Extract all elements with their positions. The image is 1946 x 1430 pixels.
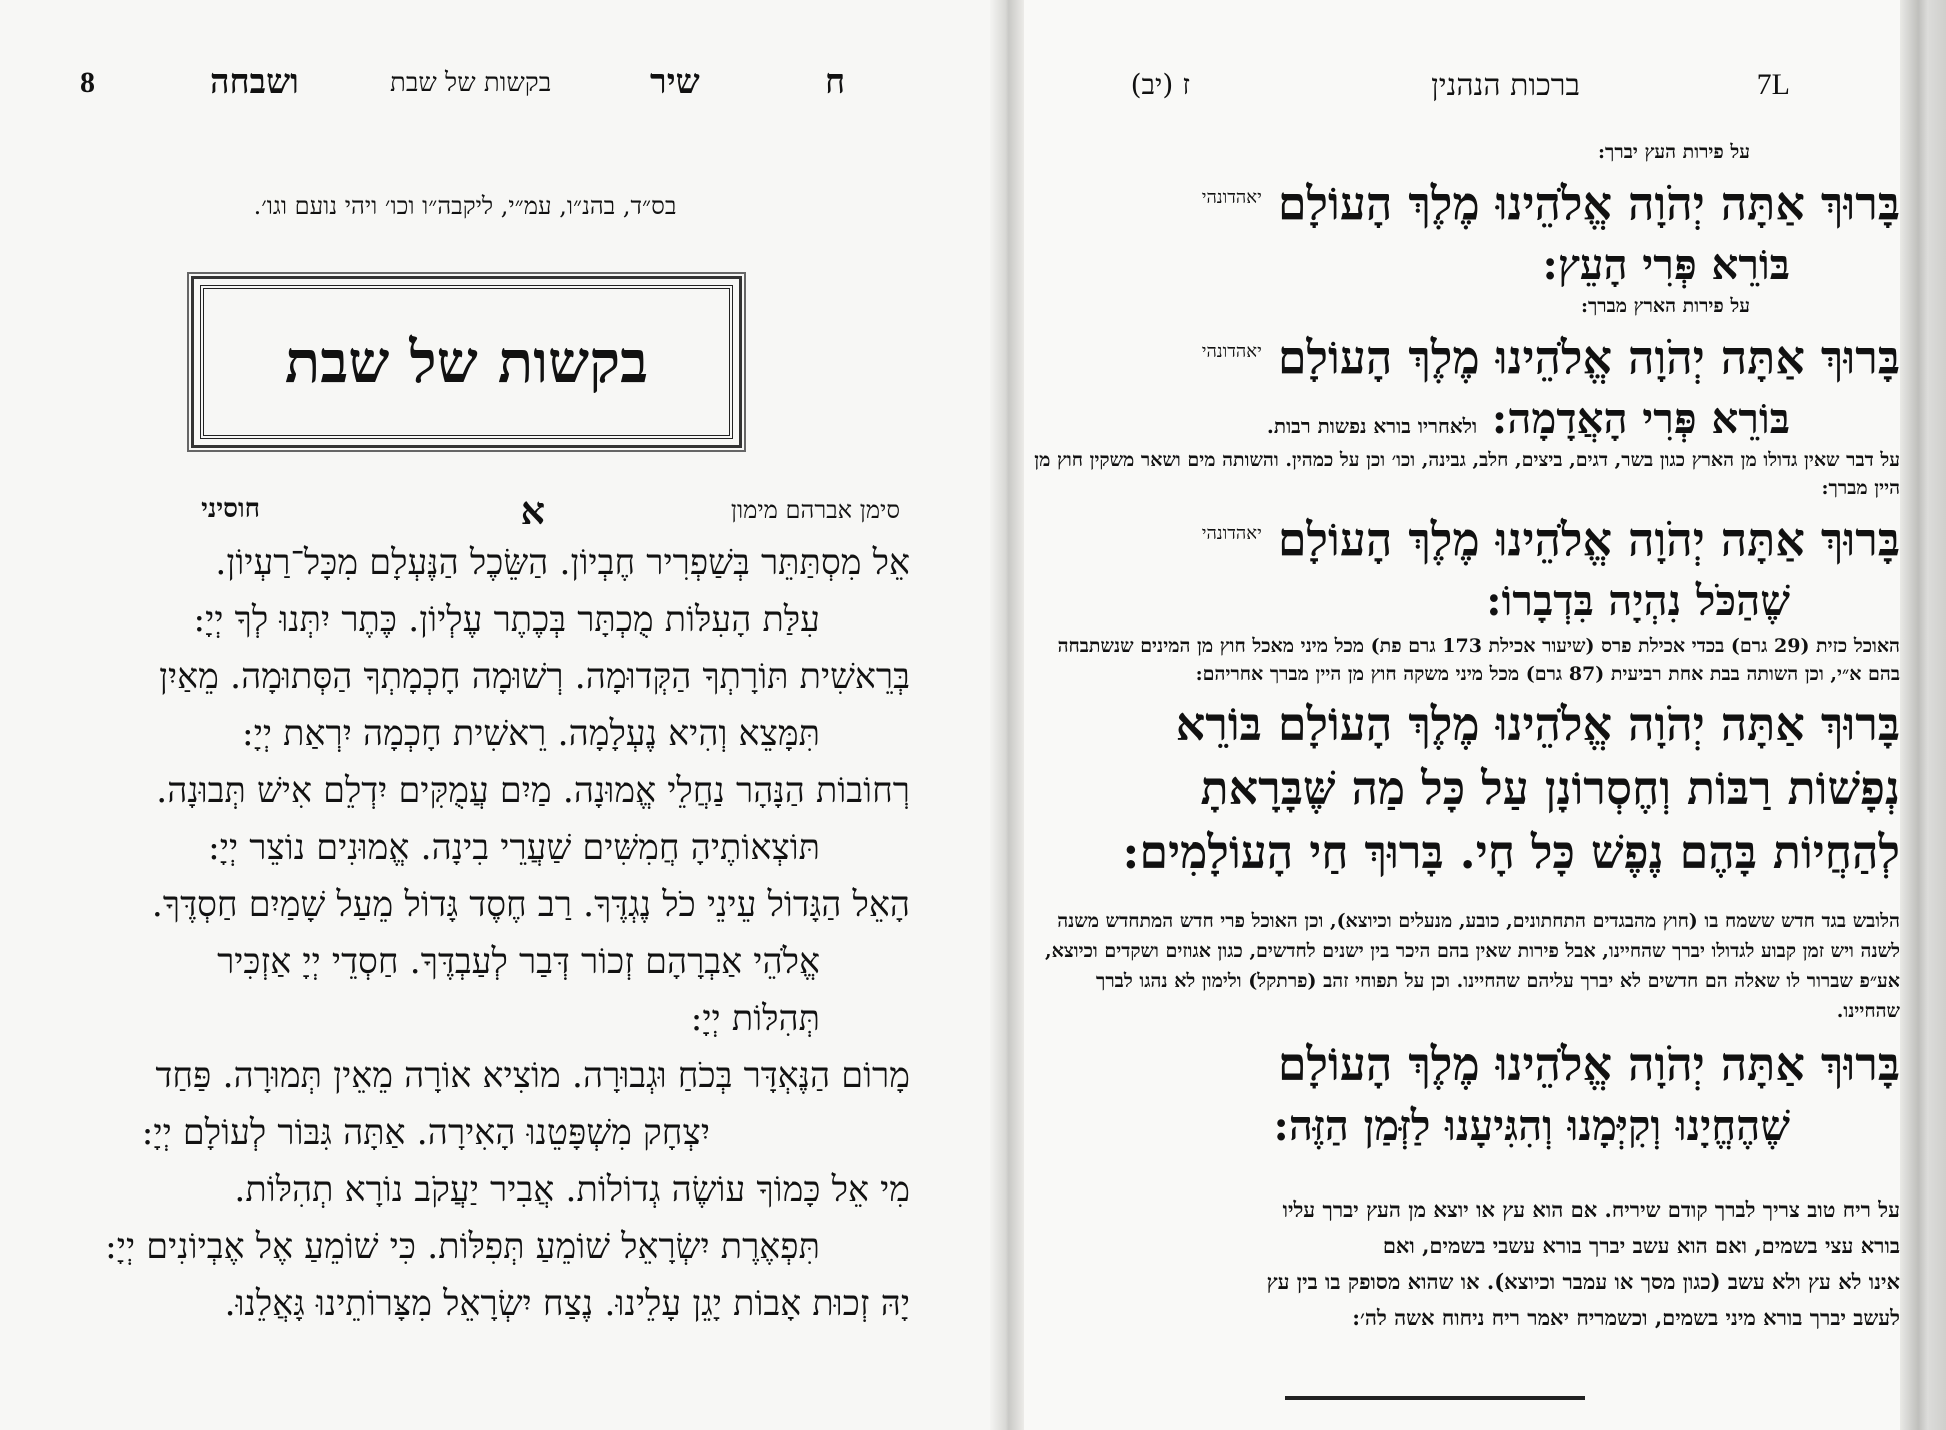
page-edge xyxy=(1900,0,1946,1430)
siman-letter: א xyxy=(520,488,545,533)
besamim-line: בורא עצי בשמים, ואם הוא עשב יברך בורא עשבי בשמים, ואם xyxy=(1382,1233,1900,1258)
shehecheyanu-line: בָּרוּךְ אַתָּה יְהֹוָה אֱלֹהֵינוּ מֶלֶךְ הָעוֹלָם xyxy=(1277,1037,1900,1091)
bracha-ending: שֶׁהַכֹּל נִהְיָה בִּדְבָרוֹ: xyxy=(1486,576,1790,626)
left-page-header xyxy=(80,62,880,112)
poem-line: בְּרֵאשִׁית תּוֹרָתְךָ הַקְּדוּמָה. רְשׁוּמָה חָכְמָתְךָ הַסְּתוּמָה. מֵאַיִן xyxy=(159,657,910,697)
header-letter: ח xyxy=(825,62,846,102)
bracha-line xyxy=(1030,320,1900,389)
header-shir: שיר xyxy=(650,62,700,102)
borei-nefashot-section xyxy=(1030,632,1900,884)
end-rule xyxy=(1285,1396,1585,1400)
bracha-text: בָּרוּךְ אַתָּה יְהֹוָה אֱלֹהֵינוּ מֶלֶךְ הָעוֹלָם xyxy=(1277,330,1900,385)
poem-line: תְּהִלּוֹת יְיָ: xyxy=(690,999,820,1039)
besamim-line: אינו לא עץ ולא עשב (כגון מסך או עמבר וכיוצא). או שהוא מסופק בו בין עץ xyxy=(1266,1269,1900,1294)
dedication-line: בס״ד, בהנ״ו, עמ״י, ליקבה״ו וכו׳ ויהי נועם וגו׳. xyxy=(253,192,677,220)
shehecheyanu-line: שֶׁהֶחֱיָנוּ וְקִיְּמָנוּ וְהִגִּיעָנוּ לַזְּמַן הַזֶּה: xyxy=(1273,1101,1790,1150)
bracha-section-fruit xyxy=(1030,138,1900,295)
poem-line: תִּפְאֶרֶת יִשְׂרָאֵל שׁוֹמֵעַ תְּפִלּוֹת. כִּי שׁוֹמֵעַ אֶל אֶבְיוֹנִים יְיָ: xyxy=(104,1227,820,1267)
besamim-line: לעשב יברך בורא מיני בשמים, וכשמריח יאמר ריח ניחוח אשה לה׳: xyxy=(1352,1305,1900,1330)
nefashot-line: לְהַחֲיוֹת בָּהֶם נֶפֶשׁ כָּל חָי. בָּרוּךְ חַי הָעוֹלָמִים: xyxy=(1122,825,1900,879)
left-page-number: 8 xyxy=(80,66,95,99)
poem-line: הָאֵל הַגָּדוֹל עֵינֵי כֹל נֶגְדֶּךָ. רַב חֶסֶד גָּדוֹל מֵעַל שָׁמַיִם חַסְדֶּךָ. xyxy=(151,885,910,925)
bracha-ending: בּוֹרֵא פְּרִי הָעֵץ: xyxy=(1542,240,1790,290)
bracha-text: בָּרוּךְ אַתָּה יְהֹוָה אֱלֹהֵינוּ מֶלֶךְ הָעוֹלָם xyxy=(1277,512,1900,567)
bracha-text: בָּרוּךְ אַתָּה יְהֹוָה אֱלֹהֵינוּ מֶלֶךְ הָעוֹלָם xyxy=(1277,176,1900,231)
bracha-line xyxy=(1030,502,1900,571)
book-gutter xyxy=(990,0,1024,1430)
header-section-title: בקשות של שבת xyxy=(390,68,552,98)
poem-line: רְחוֹבוֹת הַנָּהָר נַחֲלֵי אֱמוּנָה. מַיִם עֲמֻקִּים יִדְלֵם אִישׁ תְּבוּנָה. xyxy=(156,771,910,811)
right-header-marker: ז (יב) xyxy=(1130,68,1190,101)
title-frame xyxy=(200,285,733,439)
besamim-section xyxy=(1030,1192,1900,1336)
section-intro: על פירות הארץ מברך: xyxy=(1580,295,1750,317)
maqam-name: חוסיני xyxy=(201,494,260,524)
poem-line: אֱלֹהֵי אַבְרָהָם זְכוֹר דְּבַר לְעַבְדֶּךָ. חַסְדֵי יְיָ אַזְכִּיר xyxy=(217,942,820,982)
siman-row xyxy=(100,488,900,533)
poem xyxy=(90,535,910,1333)
bracha-ending-text: בּוֹרֵא פְּרִי הָאֲדָמָה: xyxy=(1491,394,1790,444)
poem-line: מִי אֵל כָּמוֹךָ עוֹשֶׂה גְדוֹלוֹת. אֲבִיר יַעֲקֹב נוֹרָא תְהִלּוֹת. xyxy=(234,1170,910,1210)
poem-line: אֵל מִסְתַּתֵּר בְּשַׁפְרִיר חֶבְיוֹן. הַשֵּׂכֶל הַנֶּעְלָם מִכָּל־רַעְיוֹן. xyxy=(215,543,910,583)
bracha-section-earth xyxy=(1030,292,1900,449)
bracha-section-shehakol xyxy=(1030,446,1900,631)
header-shevach: ושבחה xyxy=(210,62,299,102)
bracha-ending xyxy=(1030,389,1900,449)
nefashot-line: בָּרוּךְ אַתָּה יְהֹוָה אֱלֹהֵינוּ מֶלֶךְ הָעוֹלָם בּוֹרֵא xyxy=(1175,697,1900,751)
nefashot-line: נְפָשׁוֹת רַבּוֹת וְחֶסְרוֹנָן עַל כָּל מַה שֶּׁבָּרָאתָ xyxy=(1200,761,1900,815)
section-intro: על דבר שאין גדולו מן הארץ כגון בשר, דגים, ביצים, חלב, גבינה, וכו׳ וכן על כמהין. והשותה מים ושאר משקין חוץ מן היין מברך: xyxy=(1034,449,1900,499)
poem-line: יִצְחָק מִשְׁפָּטֵנוּ הָאִירָה. אַתָּה גִּבּוֹר לְעוֹלָם יְיָ: xyxy=(141,1113,710,1153)
bracha-line xyxy=(1030,166,1900,235)
poem-line: עִלַּת הָעִלּוֹת מֻכְתָּר בְּכֶתֶר עֶלְיוֹן. כֶּתֶר יִתְּנוּ לְךָ יְיָ: xyxy=(193,600,820,640)
poem-line: תּוֹצְאוֹתֶיהָ חֲמִשִּׁים שַׁעֲרֵי בִינָה. אֱמוּנִים נוֹצֵר יְיָ: xyxy=(207,828,820,868)
poem-line: מָרוֹם הַנֶּאְדָּר בְּכֹחַ וּגְבוּרָה. מוֹצִיא אוֹרָה מֵאֵין תְּמוּרָה. פַּחַד xyxy=(155,1056,910,1096)
section-intro: על פירות העץ יברך: xyxy=(1598,141,1750,163)
poem-line: יָהּ זְכוּת אָבוֹת יָגֵן עָלֵינוּ. נֶצַח יִשְׂרָאֵל מִצָּרוֹתֵינוּ גָּאֲלֵנוּ. xyxy=(224,1284,910,1324)
nefashot-intro: האוכל כזית (29 גרם) בכדי אכילת פרס (שיעור אכילת 173 גרם פת) מכל מיני מאכל חוץ מן המינים שנשתבחה בהם א״י, וכן השותה בבת אחת רביעית (87 גרם) מכל מיני משקה חוץ מן היין מברך אחריהם: xyxy=(1057,635,1900,685)
poem-line: תִּמָּצֵא וְהִיא נֶעְלָמָה. רֵאשִׁית חָכְמָה יִרְאַת יְיָ: xyxy=(241,714,820,754)
page-title: בקשות של שבת xyxy=(284,328,649,396)
shehecheyanu-section xyxy=(1030,906,1900,1156)
divine-name: יאהדונהי xyxy=(1201,341,1262,362)
right-page-header xyxy=(1020,62,1790,112)
siman-acrostic: סימן אברהם מימון xyxy=(730,496,900,524)
right-header-title: ברכות הנהנין xyxy=(1431,68,1580,103)
bracha-tail-note: ולאחריו בורא נפשות רבות. xyxy=(1266,414,1478,439)
besamim-line: על ריח טוב צריך לברך קודם שיריח. אם הוא עץ או יוצא מן העץ יברך עליו xyxy=(1282,1197,1900,1222)
shehecheyanu-intro: הלובש בגד חדש ששמח בו (חוץ מהבגדים התחתונים, כובע, מנעלים וכיוצא), וכן האוכל פרי חדש המתחדש משנה לשנה ויש זמן קבוע לגדולו יברך שהחיינו, אבל פירות שאין בהם היכר בין ישנים לחדשים, כגון אגוזים ושקדים וכיוצא, אע״פ שברור לו שאלה הם חדשים לא יברך עליהם שהחיינו. וכן על תפוחי זהב (פרתקל) ולימון לא נהגו לברך שהחיינו. xyxy=(1045,910,1900,1022)
divine-name: יאהדונהי xyxy=(1201,187,1262,208)
divine-name: יאהדונהי xyxy=(1201,523,1262,544)
right-page-number: 7L xyxy=(1756,68,1790,101)
